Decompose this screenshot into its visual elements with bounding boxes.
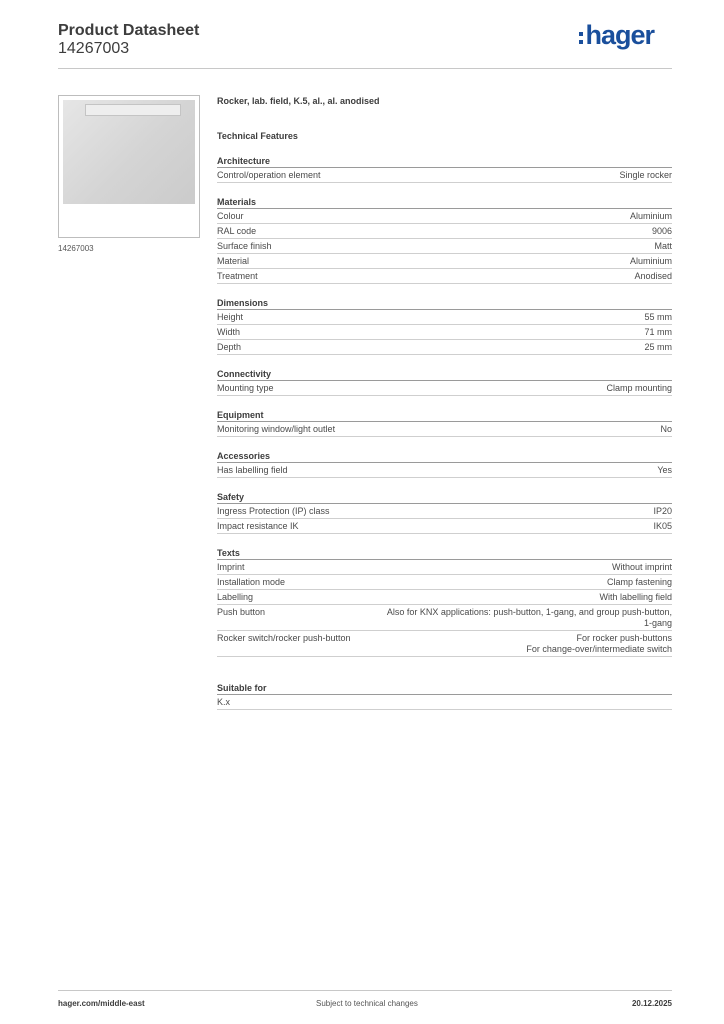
section-dimensions — [217, 298, 672, 355]
label-field-slot — [85, 104, 181, 116]
row-key: Mounting type — [217, 383, 274, 393]
table-row — [217, 310, 672, 325]
table-row — [217, 519, 672, 534]
product-name: Rocker, lab. field, K.5, al., al. anodised — [217, 96, 380, 106]
footer-website: hager.com/middle-east — [58, 999, 145, 1008]
row-key: Labelling — [217, 592, 254, 602]
table-row — [217, 631, 672, 657]
row-value — [597, 577, 672, 588]
row-value-line: Anodised — [634, 271, 672, 281]
row-value — [634, 327, 672, 338]
table-row — [217, 590, 672, 605]
row-value-line: 1-gang — [643, 618, 672, 628]
row-key: Push button — [217, 607, 266, 617]
table-row — [217, 695, 672, 710]
section-title: Materials — [217, 197, 672, 209]
row-key: Rocker switch/rocker push-button — [217, 633, 351, 643]
section-title: Equipment — [217, 410, 672, 422]
row-value — [647, 465, 672, 476]
section-architecture — [217, 156, 672, 183]
row-key: Monitoring window/light outlet — [217, 424, 336, 434]
row-key: Imprint — [217, 562, 245, 572]
table-row — [217, 422, 672, 437]
row-value — [620, 256, 672, 267]
row-value-line: Also for KNX applications: push-button, 1-gang, and group push-button, — [386, 607, 672, 617]
row-key: Material — [217, 256, 250, 266]
row-key: Treatment — [217, 271, 258, 281]
section-title: Safety — [217, 492, 672, 504]
row-value — [516, 633, 672, 655]
section-accessories — [217, 451, 672, 478]
section-texts — [217, 548, 672, 657]
section-title: Texts — [217, 548, 672, 560]
row-key: Surface finish — [217, 241, 272, 251]
rocker-image — [63, 100, 195, 204]
row-value — [662, 697, 672, 708]
row-key: Depth — [217, 342, 242, 352]
row-value-line: 25 mm — [644, 342, 672, 352]
section-title: Dimensions — [217, 298, 672, 310]
suitable-for-section — [217, 683, 672, 710]
row-value-line: For rocker push-buttons — [576, 633, 672, 643]
table-row — [217, 254, 672, 269]
row-value — [609, 170, 672, 181]
table-row — [217, 269, 672, 284]
row-value — [642, 226, 672, 237]
logo-dots-icon — [579, 32, 583, 44]
row-value-line: 71 mm — [644, 327, 672, 337]
row-value-line: Yes — [657, 465, 672, 475]
table-row — [217, 575, 672, 590]
footer-notice: Subject to technical changes — [316, 999, 418, 1008]
row-value-line: No — [660, 424, 672, 434]
row-value-line: Aluminium — [629, 256, 672, 266]
logo-text: hager — [585, 20, 654, 50]
table-row — [217, 381, 672, 396]
row-value — [596, 383, 672, 394]
row-value-line: 9006 — [651, 226, 672, 236]
row-key: Width — [217, 327, 241, 337]
table-row — [217, 560, 672, 575]
row-value — [643, 506, 672, 517]
row-key: Has labelling field — [217, 465, 288, 475]
table-row — [217, 463, 672, 478]
footer-date: 20.12.2025 — [631, 999, 672, 1008]
section-connectivity — [217, 369, 672, 396]
row-key: Ingress Protection (IP) class — [217, 506, 330, 516]
row-value-line: Without imprint — [611, 562, 672, 572]
page-footer — [58, 990, 672, 1010]
hager-logo — [579, 21, 654, 49]
row-value — [620, 211, 672, 222]
row-value-line: Clamp mounting — [606, 383, 672, 393]
document-title: Product Datasheet — [58, 22, 200, 39]
page-header — [58, 22, 672, 69]
row-key: Colour — [217, 211, 244, 221]
row-value — [634, 342, 672, 353]
document-number: 14267003 — [58, 40, 130, 57]
row-value — [589, 592, 672, 603]
row-value — [643, 521, 672, 532]
row-value — [377, 607, 672, 629]
section-title: Connectivity — [217, 369, 672, 381]
row-value-line: With labelling field — [599, 592, 672, 602]
row-value — [634, 312, 672, 323]
datasheet-content — [217, 96, 672, 710]
table-row — [217, 224, 672, 239]
table-row — [217, 168, 672, 183]
row-key: Height — [217, 312, 244, 322]
row-value — [650, 424, 672, 435]
row-value-line: Clamp fastening — [606, 577, 672, 587]
product-image — [58, 95, 200, 238]
table-row — [217, 239, 672, 254]
row-key: Control/operation element — [217, 170, 321, 180]
row-value-line: IK05 — [653, 521, 672, 531]
technical-features-title: Technical Features — [217, 131, 298, 141]
table-row — [217, 504, 672, 519]
table-row — [217, 605, 672, 631]
section-equipment — [217, 410, 672, 437]
table-row — [217, 209, 672, 224]
row-value-line: For change-over/intermediate switch — [526, 644, 672, 654]
row-value-line: Single rocker — [619, 170, 672, 180]
section-materials — [217, 197, 672, 284]
row-key: RAL code — [217, 226, 257, 236]
row-value-line: Aluminium — [629, 211, 672, 221]
row-key: Impact resistance IK — [217, 521, 299, 531]
row-value-line: 55 mm — [644, 312, 672, 322]
row-value-line: IP20 — [653, 506, 672, 516]
section-title: Accessories — [217, 451, 672, 463]
row-value-line: Matt — [654, 241, 672, 251]
feature-sections — [217, 156, 672, 657]
table-row — [217, 325, 672, 340]
table-row — [217, 340, 672, 355]
row-value — [602, 562, 672, 573]
row-value — [624, 271, 672, 282]
image-caption: 14267003 — [58, 244, 94, 253]
section-safety — [217, 492, 672, 534]
section-title: Suitable for — [217, 683, 672, 695]
row-value — [644, 241, 672, 252]
row-key: K.x — [217, 697, 231, 707]
section-title: Architecture — [217, 156, 672, 168]
row-key: Installation mode — [217, 577, 286, 587]
